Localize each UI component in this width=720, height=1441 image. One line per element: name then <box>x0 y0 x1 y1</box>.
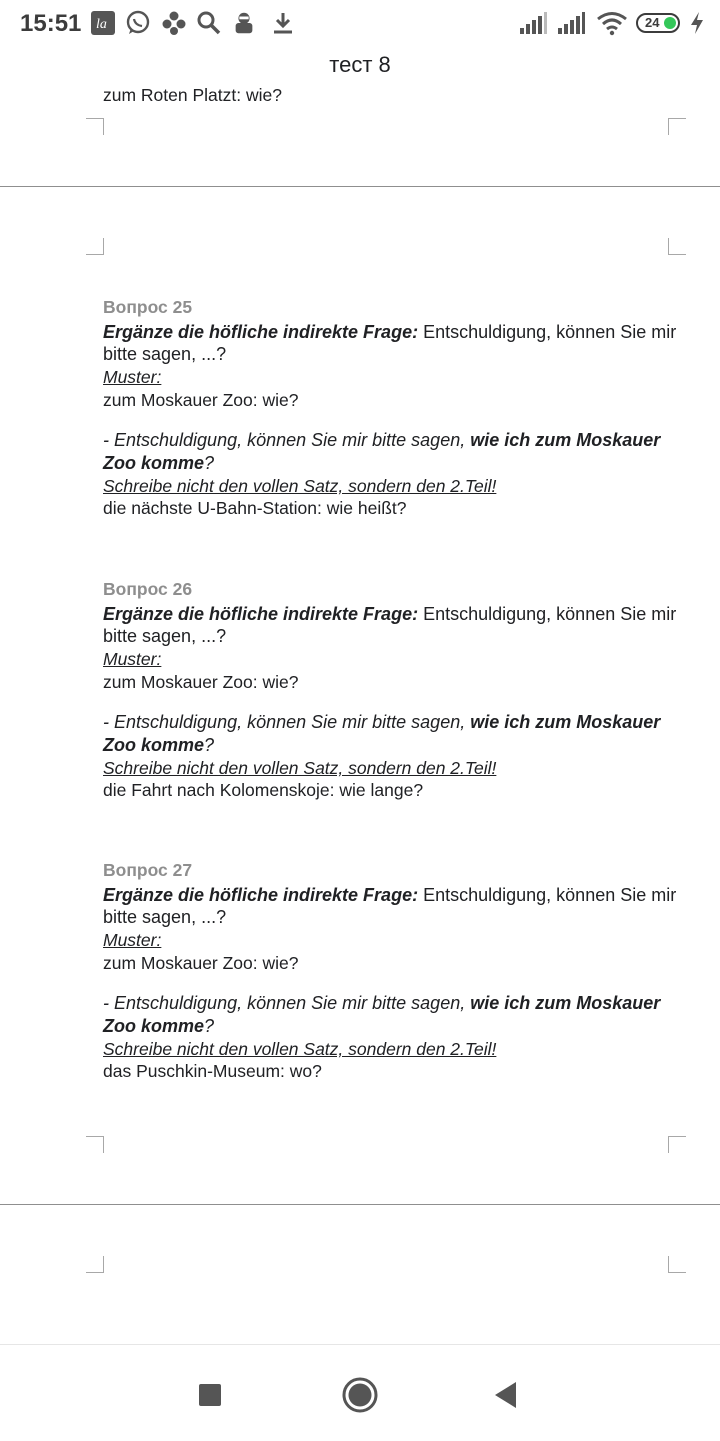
prompt-bold: Ergänze die höfliche indirekte Frage: <box>103 322 419 342</box>
question-prompt <box>103 603 683 647</box>
task-item: die nächste U-Bahn-Station: wie heißt? <box>103 498 407 518</box>
instruction: Schreibe nicht den vollen Satz, sondern den 2.Teil! <box>103 1039 497 1059</box>
example-bold: wie ich zum Moskauer Zoo komme <box>103 993 661 1036</box>
signal-icon <box>556 10 586 36</box>
question-prompt <box>103 884 683 928</box>
question-block <box>103 295 683 519</box>
crop-mark <box>86 1256 104 1273</box>
battery-icon <box>636 13 680 33</box>
example-sentence <box>103 992 683 1038</box>
example-end: ? <box>204 453 215 473</box>
crop-mark <box>668 1136 686 1153</box>
status-bar <box>0 0 720 48</box>
back-button[interactable] <box>484 1373 528 1417</box>
svg-text:la: la <box>96 17 107 32</box>
page-divider <box>0 186 720 187</box>
muster-item: zum Moskauer Zoo: wie? <box>103 953 299 973</box>
example-end: ? <box>204 1016 215 1036</box>
la-app-icon <box>90 10 116 36</box>
whatsapp-icon <box>125 10 151 36</box>
example-start: - Entschuldigung, können Sie mir bitte sagen, <box>103 712 471 732</box>
wifi-icon <box>596 10 628 36</box>
recent-apps-button[interactable] <box>188 1373 232 1417</box>
question-block <box>103 858 683 1082</box>
muster-label: Muster: <box>103 367 162 387</box>
battery-charge-indicator <box>664 17 676 29</box>
crop-mark <box>86 238 104 255</box>
home-button[interactable] <box>338 1373 382 1417</box>
page-divider <box>0 1204 720 1205</box>
shape-app-icon <box>161 10 187 36</box>
example-sentence <box>103 711 683 757</box>
muster-item: zum Moskauer Zoo: wie? <box>103 390 299 410</box>
crop-mark <box>86 118 104 135</box>
prompt-rest: Entschuldigung, können Sie mir bitte sagen, ...? <box>103 604 677 646</box>
prompt-bold: Ergänze die höfliche indirekte Frage: <box>103 604 419 624</box>
question-number: Вопрос 27 <box>103 860 193 880</box>
example-end: ? <box>204 735 215 755</box>
question-number: Вопрос 25 <box>103 297 193 317</box>
muster-label: Muster: <box>103 930 162 950</box>
crop-mark <box>668 238 686 255</box>
task-item: das Puschkin-Museum: wo? <box>103 1061 322 1081</box>
download-icon <box>270 10 296 36</box>
mascot-app-icon <box>231 10 257 36</box>
example-bold: wie ich zum Moskauer Zoo komme <box>103 712 661 755</box>
prompt-rest: Entschuldigung, können Sie mir bitte sagen, ...? <box>103 322 677 364</box>
example-start: - Entschuldigung, können Sie mir bitte sagen, <box>103 430 471 450</box>
search-icon <box>196 10 222 36</box>
question-prompt <box>103 321 683 365</box>
task-item: die Fahrt nach Kolomenskoje: wie lange? <box>103 780 424 800</box>
previous-page-last-line: zum Roten Platzt: wie? <box>103 85 282 105</box>
document-title: тест 8 <box>329 52 391 77</box>
instruction: Schreibe nicht den vollen Satz, sondern den 2.Teil! <box>103 476 497 496</box>
example-sentence <box>103 429 683 475</box>
signal-icon <box>518 10 548 36</box>
navigation-bar <box>0 1344 720 1441</box>
example-start: - Entschuldigung, können Sie mir bitte sagen, <box>103 993 471 1013</box>
battery-level: 24 <box>645 15 660 30</box>
status-time: 15:51 <box>20 10 82 37</box>
charging-icon <box>688 10 706 36</box>
muster-label: Muster: <box>103 649 162 669</box>
instruction: Schreibe nicht den vollen Satz, sondern den 2.Teil! <box>103 758 497 778</box>
prompt-bold: Ergänze die höfliche indirekte Frage: <box>103 885 419 905</box>
crop-mark <box>668 118 686 135</box>
prompt-rest: Entschuldigung, können Sie mir bitte sagen, ...? <box>103 885 677 927</box>
crop-mark <box>668 1256 686 1273</box>
example-bold: wie ich zum Moskauer Zoo komme <box>103 430 661 473</box>
muster-item: zum Moskauer Zoo: wie? <box>103 672 299 692</box>
question-block <box>103 577 683 801</box>
question-number: Вопрос 26 <box>103 579 193 599</box>
crop-mark <box>86 1136 104 1153</box>
